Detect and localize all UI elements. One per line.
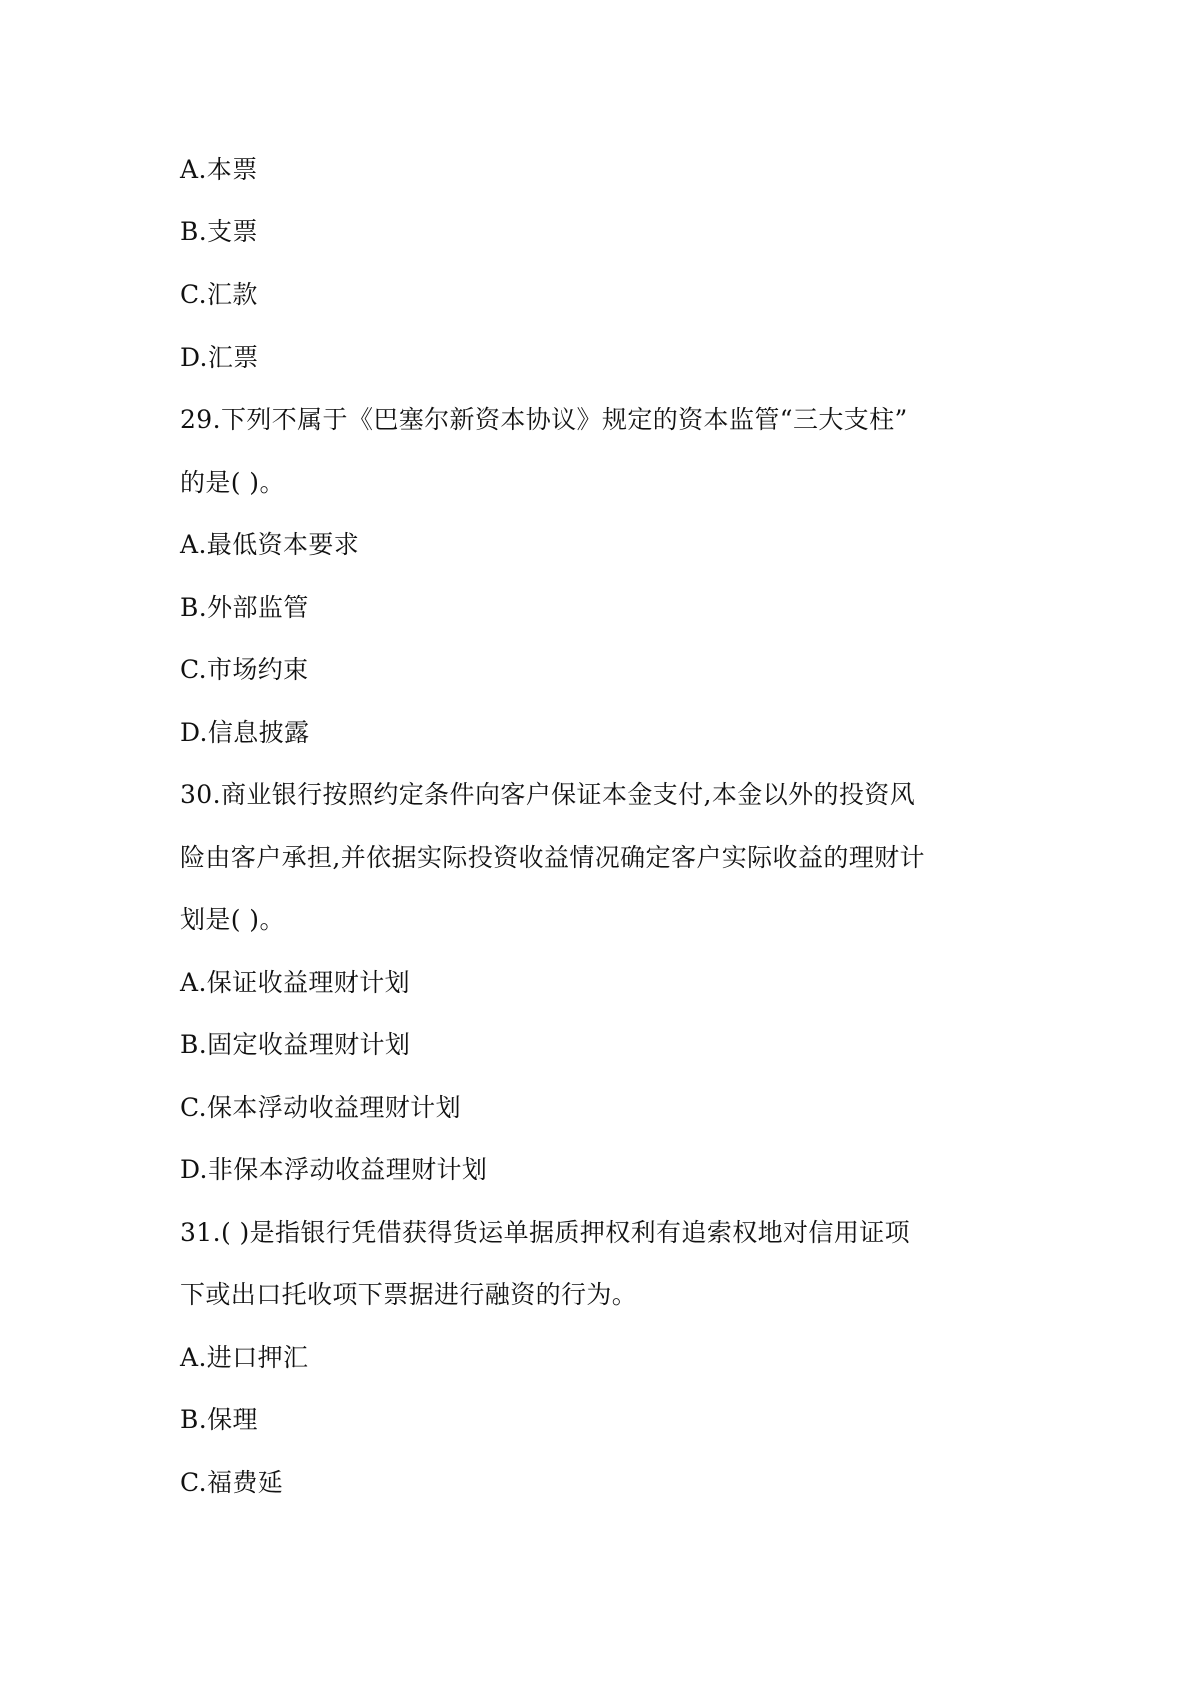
q29-stem-line-2: 的是( )。	[180, 468, 285, 497]
q30-option-c: C.保本浮动收益理财计划	[180, 1093, 461, 1122]
q29-stem-line-1: 29.下列不属于《巴塞尔新资本协议》规定的资本监管“三大支柱”	[180, 405, 908, 434]
q29-option-b: B.外部监管	[180, 593, 309, 622]
q29-option-a: A.最低资本要求	[180, 530, 360, 559]
q30-stem-line-3: 划是( )。	[180, 905, 285, 934]
q30-option-d: D.非保本浮动收益理财计划	[180, 1155, 488, 1184]
q28-option-c: C.汇款	[180, 280, 258, 309]
q30-stem-line-1: 30.商业银行按照约定条件向客户保证本金支付,本金以外的投资风	[180, 780, 916, 809]
q31-option-b: B.保理	[180, 1405, 258, 1434]
q30-option-a: A.保证收益理财计划	[180, 968, 411, 997]
q31-option-a: A.进口押汇	[180, 1343, 309, 1372]
q31-stem-line-1: 31.( )是指银行凭借获得货运单据质押权利有追索权地对信用证项	[180, 1218, 911, 1247]
q28-option-d: D.汇票	[180, 343, 259, 372]
q28-option-a: A.本票	[180, 155, 258, 184]
q29-option-c: C.市场约束	[180, 655, 309, 684]
q31-option-c: C.福费延	[180, 1468, 284, 1497]
q29-option-d: D.信息披露	[180, 718, 310, 747]
q30-option-b: B.固定收益理财计划	[180, 1030, 411, 1059]
q30-stem-line-2: 险由客户承担,并依据实际投资收益情况确定客户实际收益的理财计	[180, 843, 925, 872]
q31-stem-line-2: 下或出口托收项下票据进行融资的行为。	[180, 1280, 638, 1309]
q28-option-b: B.支票	[180, 217, 258, 246]
